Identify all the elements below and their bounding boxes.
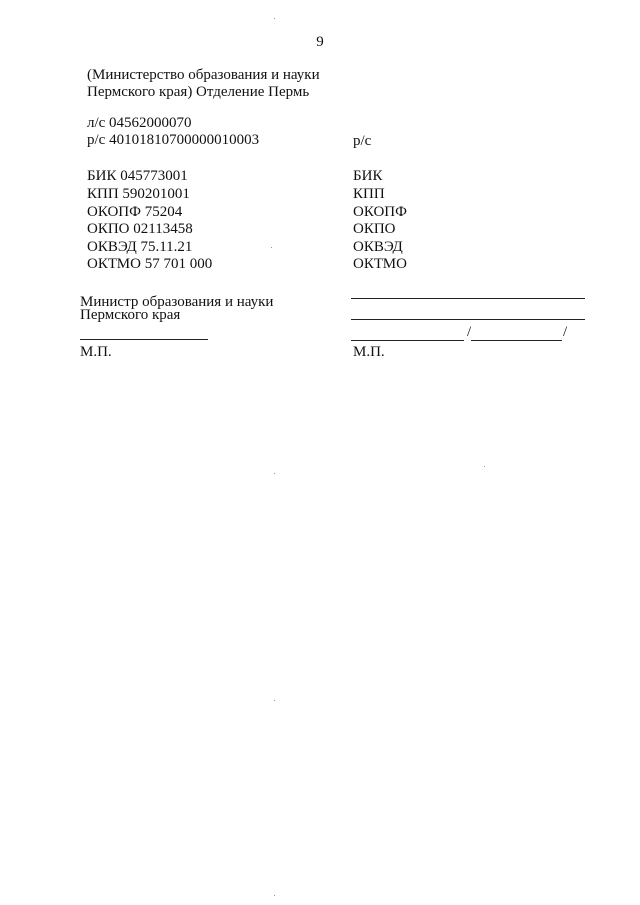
left-stamp-label: М.П. <box>80 344 112 360</box>
scan-speck <box>271 247 272 248</box>
org-name-line-2: Пермского края) Отделение Пермь <box>87 84 310 100</box>
page-number: 9 <box>316 34 324 50</box>
signature-slash-1: / <box>467 324 472 340</box>
right-stamp-label: М.П. <box>353 344 385 360</box>
bik: БИК 045773001 <box>87 168 188 184</box>
scan-speck <box>274 473 275 474</box>
kpp: КПП 590201001 <box>87 186 190 202</box>
left-signature-line <box>80 339 208 340</box>
right-name-line-1 <box>351 298 585 299</box>
signer-title-line-2: Пермского края <box>80 307 181 323</box>
scan-speck <box>274 700 275 701</box>
okpo: ОКПО 02113458 <box>87 221 193 237</box>
right-oktmo: ОКТМО <box>353 256 407 272</box>
oktmo: ОКТМО 57 701 000 <box>87 256 213 272</box>
org-name-line-1: (Министерство образования и науки <box>87 67 320 83</box>
scan-speck <box>274 895 275 896</box>
right-okopf: ОКОПФ <box>353 204 407 220</box>
right-kpp: КПП <box>353 186 385 202</box>
settlement-account: р/с 40101810700000010003 <box>87 132 260 148</box>
okopf: ОКОПФ 75204 <box>87 204 183 220</box>
right-decryption-line <box>471 340 562 341</box>
scan-speck <box>484 466 485 467</box>
right-okved: ОКВЭД <box>353 239 403 255</box>
right-okpo: ОКПО <box>353 221 396 237</box>
okved: ОКВЭД 75.11.21 <box>87 239 193 255</box>
right-name-line-2 <box>351 319 585 320</box>
signer-title-line-1: Министр образования и науки <box>80 294 274 310</box>
personal-account: л/с 04562000070 <box>87 115 192 131</box>
right-signature-line <box>351 340 464 341</box>
scan-speck <box>274 18 275 19</box>
right-bik: БИК <box>353 168 383 184</box>
signature-slash-2: / <box>563 324 568 340</box>
right-settlement-account: р/с <box>353 133 372 149</box>
